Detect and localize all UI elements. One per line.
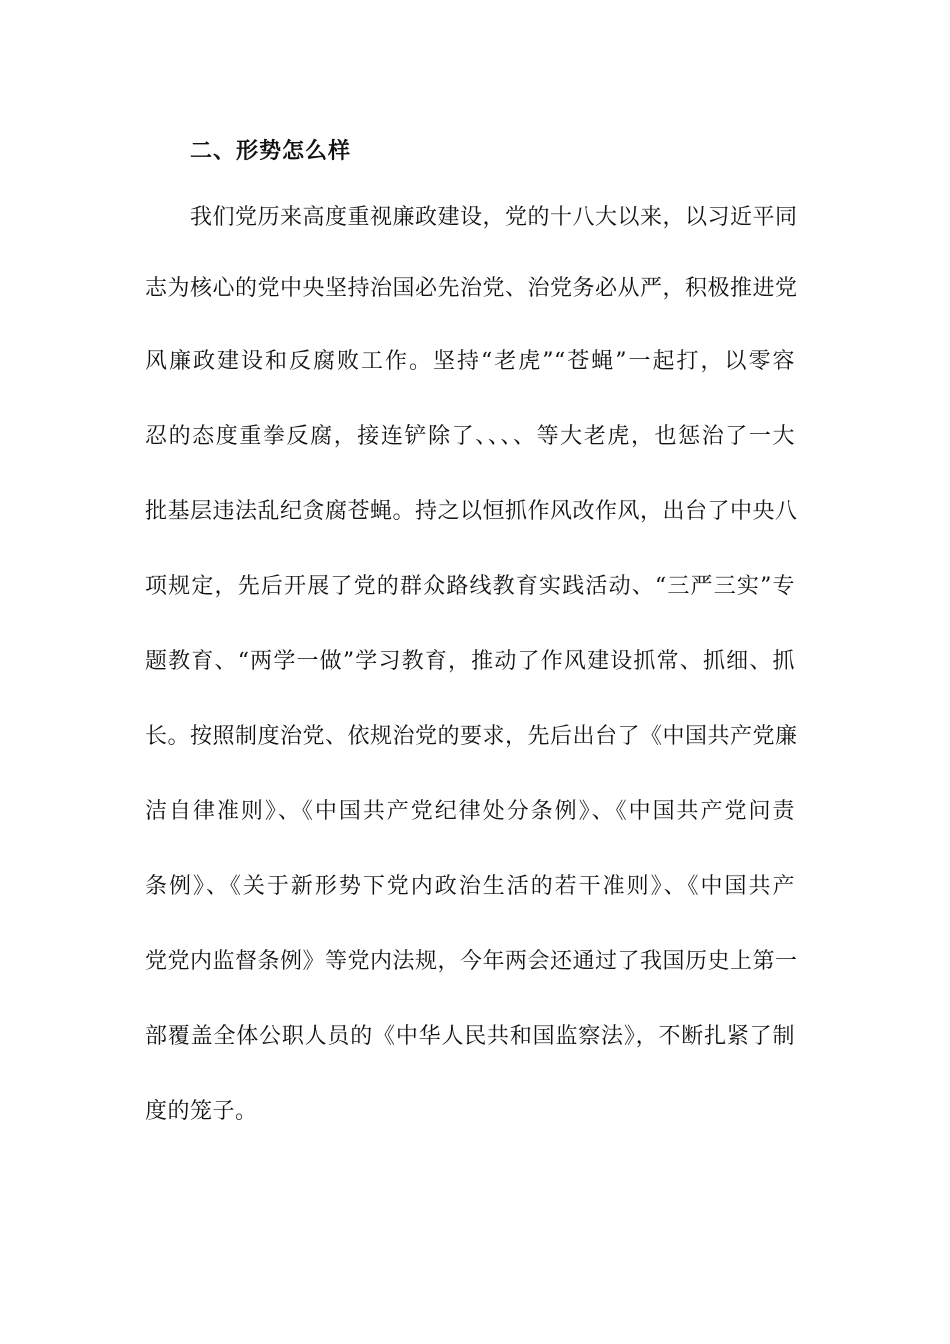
paragraph-line: 题教育、“两学一做”学习教育，推动了作风建设抓常、抓细、抓 (145, 649, 795, 674)
paragraph-line: 条例》、《关于新形势下党内政治生活的若干准则》、《中国共产 (145, 874, 795, 899)
paragraph-line: 批基层违法乱纪贪腐苍蝇。持之以恒抓作风改作风，出台了中央八 (145, 499, 798, 524)
paragraph-line: 党党内监督条例》等党内法规，今年两会还通过了我国历史上第一 (145, 949, 798, 974)
paragraph-line: 长。按照制度治党、依规治党的要求，先后出台了《中国共产党廉 (145, 724, 798, 749)
paragraph-line: 忍的态度重拳反腐，接连铲除了、、、、等大老虎，也惩治了一大 (145, 424, 795, 449)
paragraph-line: 我们党历来高度重视廉政建设，党的十八大以来，以习近平同 (190, 205, 798, 230)
paragraph-line: 部覆盖全体公职人员的《中华人民共和国监察法》，不断扎紧了制 (145, 1024, 795, 1049)
section-heading: 二、形势怎么样 (190, 139, 352, 164)
paragraph-line: 洁自律准则》、《中国共产党纪律处分条例》、《中国共产党问责 (145, 799, 795, 824)
paragraph-line: 志为核心的党中央坚持治国必先治党、治党务必从严，积极推进党 (145, 276, 798, 301)
paragraph-line: 风廉政建设和反腐败工作。坚持“老虎”“苍蝇”一起打，以零容 (145, 349, 795, 374)
paragraph-line: 度的笼子。 (145, 1099, 258, 1124)
paragraph-line: 项规定，先后开展了党的群众路线教育实践活动、“三严三实”专 (145, 574, 795, 599)
